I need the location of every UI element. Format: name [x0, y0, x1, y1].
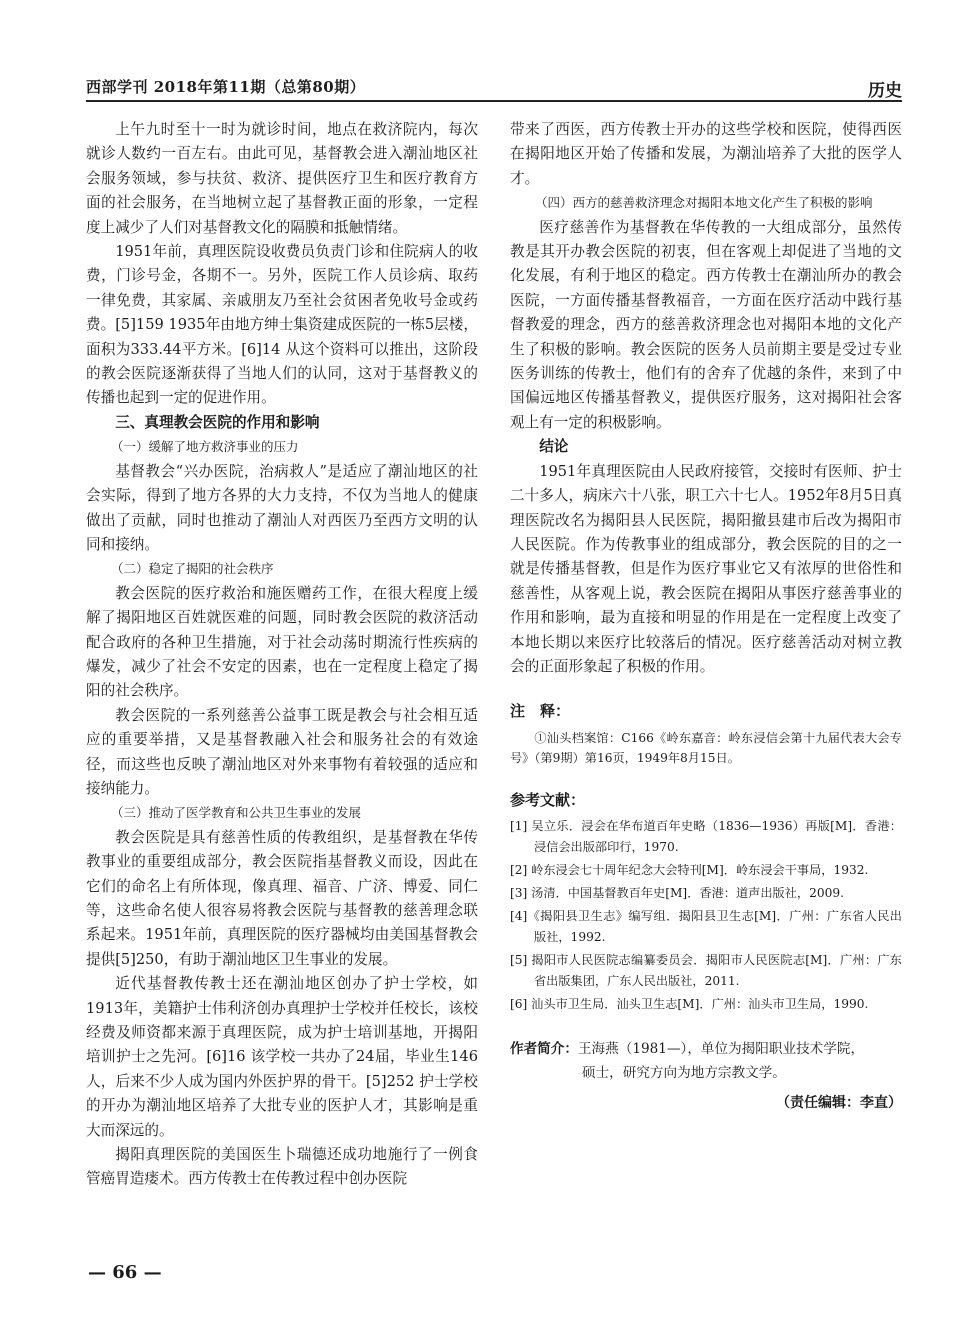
- left-paragraph: 上午九时至十一时为就诊时间，地点在救济院内，每次就诊人数约一百左右。由此可见，基督教会进入潮汕地区社会服务领域，参与扶贫、救济、提供医疗卫生和医疗教育方面的社会服务，在当地树立起了基督教正面的形象，一定程度上减少了人们对基督教文化的隔膜和抵触情绪。: [86, 121, 478, 236]
- author-label: 作者简介：: [510, 1041, 578, 1058]
- left-subsection-heading: （三）推动了医学教育和公共卫生事业的发展: [111, 805, 362, 821]
- reference-item: [6] 汕头市卫生局．汕头卫生志[M]．广州：汕头市卫生局，1990.: [510, 997, 869, 1012]
- right-section-heading: 结论: [539, 438, 569, 456]
- page-number: — 66 —: [88, 1262, 162, 1283]
- references-heading: 参考文献：: [510, 790, 586, 809]
- running-header: [86, 74, 902, 102]
- journal-issue: 西部学刊 2018年第11期（总第80期）: [86, 78, 366, 96]
- reference-item: [5] 揭阳市人民医院志编纂委员会．揭阳市人民医院志[M]．广州：广东省出版集团，广东人民出版社，2011.: [510, 953, 902, 989]
- right-paragraph: 带来了西医，西方传教士开办的这些学校和医院，使得西医在揭阳地区开始了传播和发展，为潮汕培养了大批的医学人才。: [510, 121, 902, 187]
- section-category: 历史: [868, 81, 902, 101]
- left-section-heading: 三、真理教会医院的作用和影响: [115, 413, 320, 431]
- right-body: [510, 118, 902, 679]
- left-subsection-heading: （一）缓解了地方救济事业的压力: [111, 439, 299, 455]
- left-paragraph: 揭阳真理医院的美国医生卜瑞德还成功地施行了一例食管癌胃造瘘术。西方传教士在传教过程中创办医院: [86, 1146, 478, 1188]
- responsible-editor: （责任编辑：李直）: [776, 1095, 902, 1112]
- author-line-1: 王海燕（1981—），单位为揭阳职业技术学院，: [577, 1041, 865, 1058]
- left-paragraph: 基督教会“兴办医院，治病救人”是适应了潮汕地区的社会实际，得到了地方各界的大力支持，不仅为当地人的健康做出了贡献，同时也推动了潮汕人对西医乃至西方文明的认同和接纳。: [86, 462, 478, 553]
- left-paragraph: 1951年前，真理医院设收费员负责门诊和住院病人的收费，门诊号金，各期不一。另外，医院工作人员诊病、取药一律免费，其家属、亲戚朋友乃至社会贫困者免收号金或药费。[5]159 1935年由地方绅士集资建成医院的一栋5层楼，面积为333.44平方米。[6]14 从这个资料可以推出，这阶段的教会医院逐渐获得了当地人们的认同，这对于基督教义的传播也起到一定的促进作用。: [86, 243, 478, 407]
- reference-item: [1] 吴立乐．浸会在华布道百年史略（1836—1936）再版[M]．香港：浸信会出版部印行，1970.: [510, 819, 902, 855]
- notes-heading: 注 释：: [510, 702, 571, 721]
- right-paragraph: 医疗慈善作为基督教在华传教的一大组成部分，虽然传教是其开办教会医院的初衷，但在客观上却促进了当地的文化发展，有利于地区的稳定。西方传教士在潮汕所办的教会医院，一方面传播基督教福音，一方面在医疗活动中践行基督教爱的理念，西方的慈善救济理念也对揭阳本地的文化产生了积极的影响。教会医院的医务人员前期主要是受过专业医务训练的传教士，他们有的舍弃了优越的条件，来到了中国偏远地区传播基督教义，提供医疗服务，这对揭阳社会客观上有一定的积极影响。: [510, 218, 902, 431]
- left-paragraph: 教会医院的一系列慈善公益事工既是教会与社会相互适应的重要举措，又是基督教融入社会和服务社会的有效途径，而这些也反映了潮汕地区对外来事物有着较强的适应和接纳能力。: [86, 706, 478, 797]
- left-paragraph: 教会医院是具有慈善性质的传教组织，是基督教在华传教事业的重要组成部分，教会医院指基督教义而设，因此在它们的命名上有所体现，像真理、福音、广济、博爱、同仁等，这些命名使人很容易将教会医院与基督教的慈善理念联系起来。1951年前，真理医院的医疗器械均由美国基督教会提供[5]250，有助于潮汕地区卫生事业的发展。: [86, 828, 478, 968]
- right-subsection-heading: （四）西方的慈善救济理念对揭阳本地文化产生了积极的影响: [535, 195, 873, 211]
- right-paragraph: 1951年真理医院由人民政府接管，交接时有医师、护士二十多人，病床六十八张，职工六十七人。1952年8月5日真理医院改名为揭阳县人民医院，揭阳撤县建市后改为揭阳市人民医院。作为传教事业的组成部分，教会医院的目的之一就是传播基督教，但是作为医疗事业它又有浓厚的世俗性和慈善性，从客观上说，教会医院在揭阳从事医疗慈善事业的作用和影响，最为直接和明显的作用是在一定程度上改变了本地长期以来医疗比较落后的情况。医疗慈善活动对树立教会的正面形象起了积极的作用。: [510, 462, 902, 675]
- references-list: [510, 816, 902, 1015]
- reference-item: [3] 汤清．中国基督教百年史[M]．香港：道声出版社，2009.: [510, 886, 844, 901]
- left-subsection-heading: （二）稳定了揭阳的社会秩序: [111, 561, 274, 577]
- right-column: [510, 118, 902, 1116]
- reference-item: [4]《揭阳县卫生志》编写组．揭阳县卫生志[M]．广州：广东省人民出版社，1992.: [510, 909, 902, 945]
- notes-list: [510, 728, 902, 768]
- left-paragraph: 教会医院的医疗救治和施医赠药工作，在很大程度上缓解了揭阳地区百姓就医难的问题，同时教会医院的救济活动配合政府的各种卫生措施，对于社会动荡时期流行性疾病的爆发，减少了社会不安定的因素，也在一定程度上稳定了揭阳的社会秩序。: [86, 584, 478, 700]
- author-line-2: 硕士，研究方向为地方宗教文学。: [582, 1065, 786, 1082]
- left-paragraph: 近代基督教传教士还在潮汕地区创办了护士学校，如1913年，美籍护士伟利济创办真理护士学校并任校长，该校经费及师资都来源于真理医院，成为护士培训基地，开揭阳培训护士之先河。[6]16 该学校一共办了24届，毕业生146人，后来不少人成为国内外医护界的骨干。[5]252 护士学校的开办为潮汕地区培养了大批专业的医护人才，其影响是重大而深远的。: [86, 975, 478, 1139]
- author-bio: [510, 1037, 902, 1085]
- header-rule: [86, 100, 902, 102]
- note-item: ①汕头档案馆：C166《岭东嘉音：岭东浸信会第十九届代表大会专号》（第9期）第16页，1949年8月15日。: [510, 730, 902, 765]
- reference-item: [2] 岭东浸会七十周年纪念大会特刊[M]．岭东浸会干事局，1932.: [510, 863, 869, 878]
- left-column: [86, 118, 478, 1192]
